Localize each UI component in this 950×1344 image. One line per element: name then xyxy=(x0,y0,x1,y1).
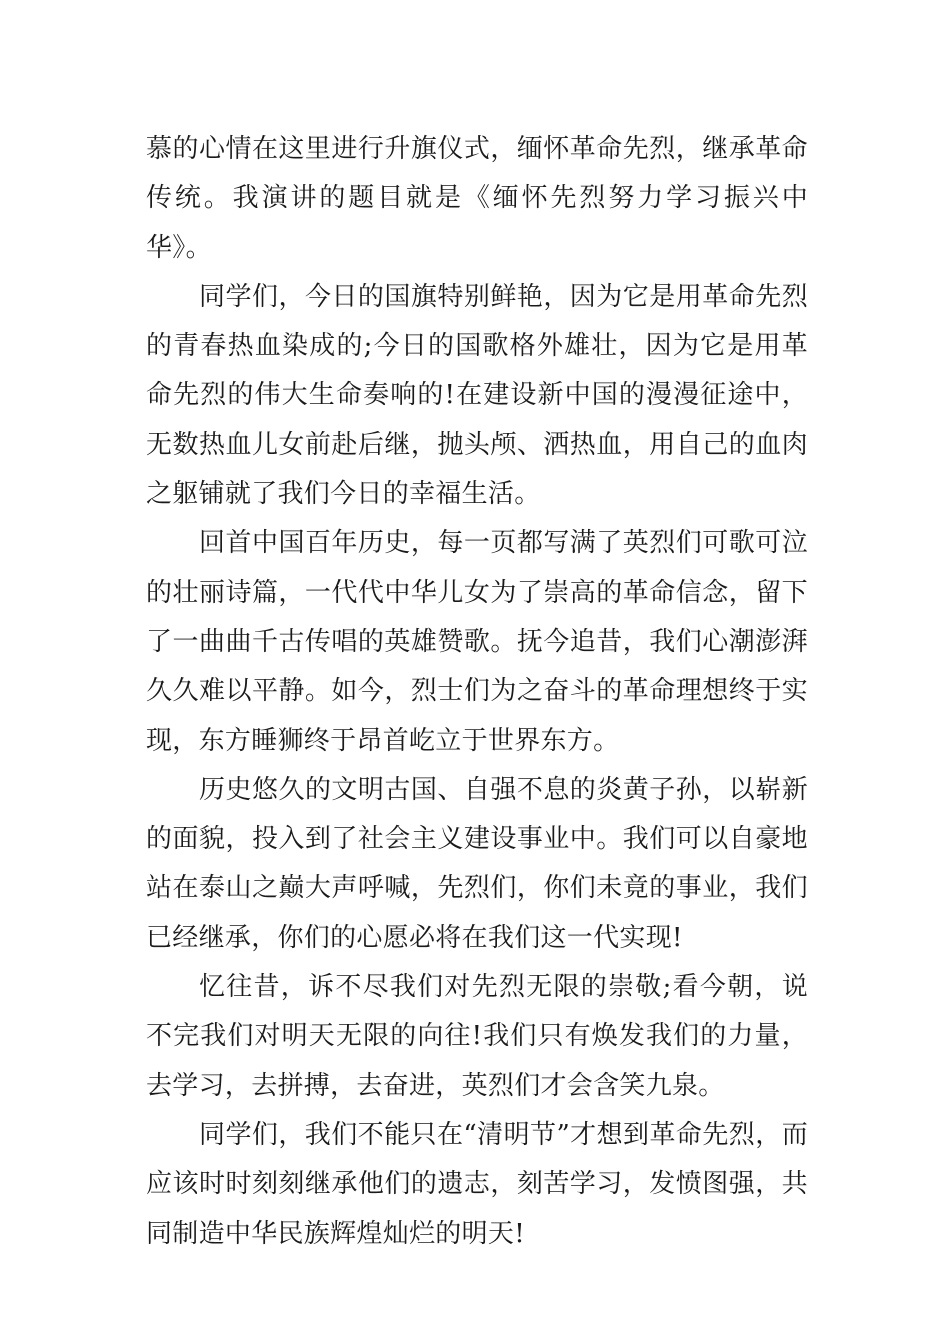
paragraph-3: 回首中国百年历史，每一页都写满了英烈们可歌可泣的壮丽诗篇，一代代中华儿女为了崇高的革命信念，留下了一曲曲千古传唱的英雄赞歌。抚今追昔，我们心潮澎湃久久难以平静。如今，烈士们为之奋斗的革命理想终于实现，东方睡狮终于昂首屹立于世界东方。 xyxy=(146,528,808,756)
paragraph-1: 慕的心情在这里进行升旗仪式，缅怀革命先烈，继承革命传统。我演讲的题目就是《缅怀先烈努力学习振兴中华》。 xyxy=(146,134,808,263)
paragraph-2: 同学们，今日的国旗特别鲜艳，因为它是用革命先烈的青春热血染成的;今日的国歌格外雄壮，因为它是用革命先烈的伟大生命奏响的!在建设新中国的漫漫征途中，无数热血儿女前赴后继，抛头颅、洒热血，用自己的血肉之躯铺就了我们今日的幸福生活。 xyxy=(146,281,808,510)
paragraph-5: 忆往昔，诉不尽我们对先烈无限的崇敬;看今朝，说不完我们对明天无限的向往!我们只有焕发我们的力量，去学习，去拼搏，去奋进，英烈们才会含笑九泉。 xyxy=(146,972,808,1101)
paragraph-6: 同学们，我们不能只在“清明节”才想到革命先烈，而应该时时刻刻继承他们的遗志，刻苦学习，发愤图强，共同制造中华民族辉煌灿烂的明天! xyxy=(146,1119,808,1249)
paragraph-4: 历史悠久的文明古国、自强不息的炎黄子孙，以崭新的面貌，投入到了社会主义建设事业中。我们可以自豪地站在泰山之巅大声呼喊，先烈们，你们未竟的事业，我们已经继承，你们的心愿必将在我们这一代实现! xyxy=(146,774,808,953)
speech-text-body xyxy=(146,125,808,1259)
